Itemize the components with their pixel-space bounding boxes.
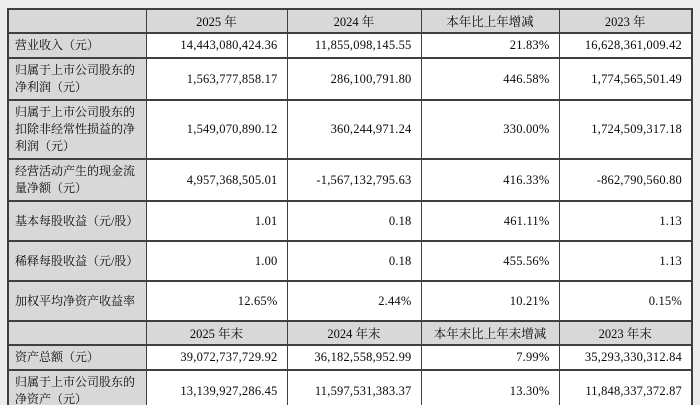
header-blank-cell [8,9,146,33]
header-2023-yearend: 2023 年末 [559,321,692,345]
value-2025: 1,563,777,858.17 [146,58,287,100]
row-label: 归属于上市公司股东的扣除非经常性损益的净利润（元） [8,100,146,159]
row-weighted-avg-roe [8,281,692,321]
row-operating-revenue [8,33,692,58]
value-2023: 16,628,361,009.42 [559,33,692,58]
value-2025: 1,549,070,890.12 [146,100,287,159]
header-2025-yearend: 2025 年末 [146,321,287,345]
value-change: 446.58% [421,58,559,100]
value-2024: 360,244,971.24 [287,100,421,159]
value-change: 7.99% [421,345,559,370]
value-2023: 1,724,509,317.18 [559,100,692,159]
value-2025: 14,443,080,424.36 [146,33,287,58]
value-2024: 0.18 [287,241,421,281]
value-change: 21.83% [421,33,559,58]
value-2023: 1,774,565,501.49 [559,58,692,100]
value-2023: 35,293,330,312.84 [559,345,692,370]
value-change: 416.33% [421,159,559,201]
row-operating-cash-flow [8,159,692,201]
value-change: 461.11% [421,201,559,241]
header-2024: 2024 年 [287,9,421,33]
value-2024: 11,855,098,145.55 [287,33,421,58]
header-yearend-change: 本年末比上年末增减 [421,321,559,345]
row-net-profit-excl-nonrecurring [8,100,692,159]
value-2024: 0.18 [287,201,421,241]
row-label: 资产总额（元） [8,345,146,370]
value-2024: 11,597,531,383.37 [287,370,421,405]
row-label: 营业收入（元） [8,33,146,58]
row-label: 经营活动产生的现金流量净额（元） [8,159,146,201]
value-2024: -1,567,132,795.63 [287,159,421,201]
row-net-profit-attributable [8,58,692,100]
value-2023: -862,790,560.80 [559,159,692,201]
value-2023: 0.15% [559,281,692,321]
value-2024: 36,182,558,952.99 [287,345,421,370]
value-2023: 1.13 [559,201,692,241]
header-row-annual [8,9,692,33]
value-2024: 2.44% [287,281,421,321]
row-label: 基本每股收益（元/股） [8,201,146,241]
value-2025: 13,139,927,286.45 [146,370,287,405]
header-2025: 2025 年 [146,9,287,33]
value-2025: 39,072,737,729.92 [146,345,287,370]
header-yoy-change: 本年比上年增减 [421,9,559,33]
row-diluted-eps [8,241,692,281]
value-2025: 4,957,368,505.01 [146,159,287,201]
value-2025: 12.65% [146,281,287,321]
row-total-assets [8,345,692,370]
row-basic-eps [8,201,692,241]
financial-summary-table [7,8,693,405]
header-2024-yearend: 2024 年末 [287,321,421,345]
row-net-assets-attributable [8,370,692,405]
value-2025: 1.01 [146,201,287,241]
row-label: 归属于上市公司股东的净利润（元） [8,58,146,100]
value-change: 10.21% [421,281,559,321]
header-blank-cell [8,321,146,345]
value-2023: 1.13 [559,241,692,281]
value-change: 330.00% [421,100,559,159]
row-label: 加权平均净资产收益率 [8,281,146,321]
value-2025: 1.00 [146,241,287,281]
value-2024: 286,100,791.80 [287,58,421,100]
header-2023: 2023 年 [559,9,692,33]
value-change: 13.30% [421,370,559,405]
value-change: 455.56% [421,241,559,281]
row-label: 归属于上市公司股东的净资产（元） [8,370,146,405]
header-row-yearend [8,321,692,345]
row-label: 稀释每股收益（元/股） [8,241,146,281]
value-2023: 11,848,337,372.87 [559,370,692,405]
